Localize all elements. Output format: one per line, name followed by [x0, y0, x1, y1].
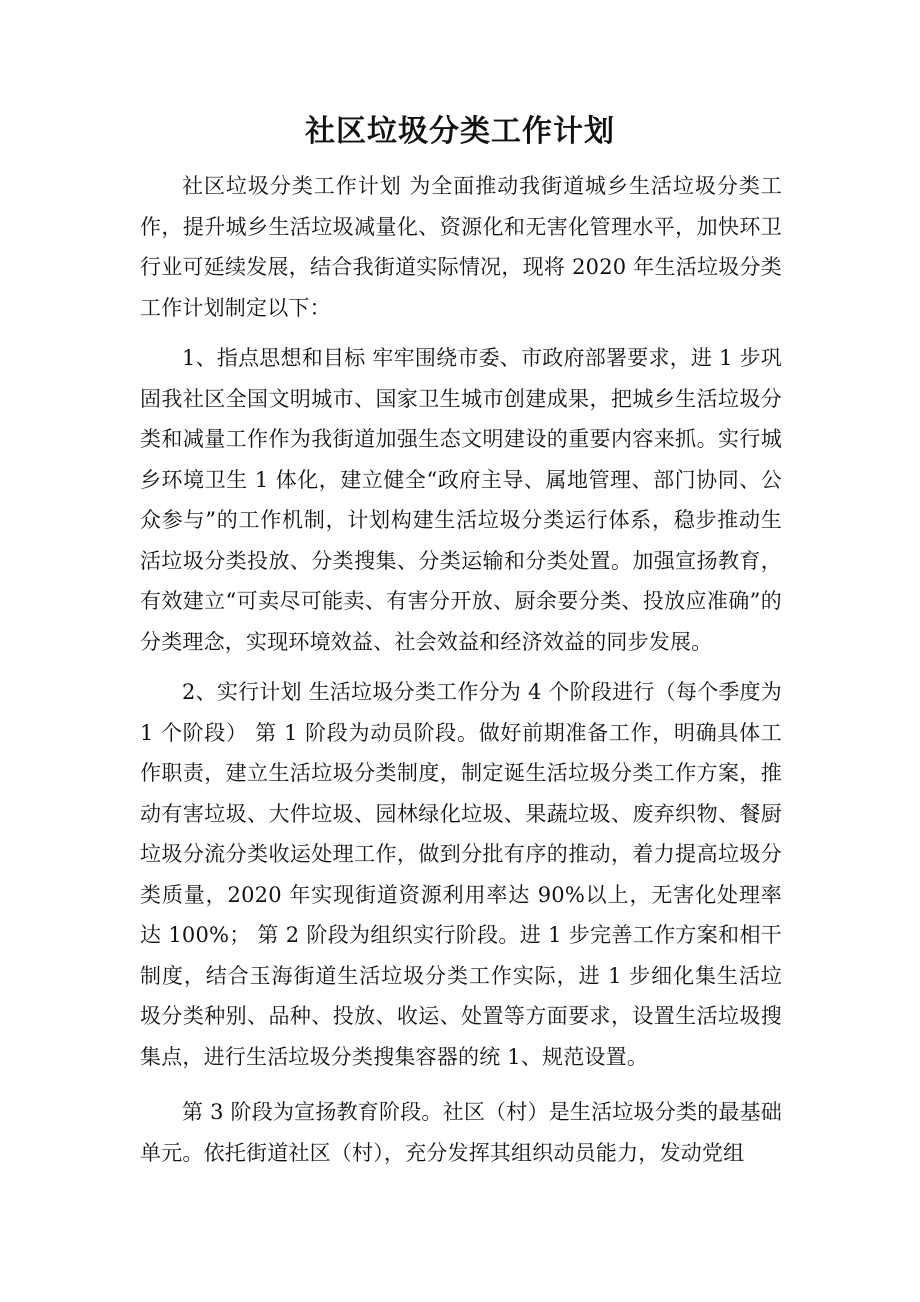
paragraph-guiding-ideas: 1、指点思想和目标 牢牢围绕市委、市政府部署要求，进 1 步巩固我社区全国文明城市、国家卫生城市创建成果，把城乡生活垃圾分类和减量工作作为我街道加强生态文明建设的重要内容来抓。实行城乡环境卫生 1 体化，建立健全“政府主导、属地管理、部门协同、公众参与”的工作机制，计划构建生活垃圾分类运行体系，稳步推动生活垃圾分类投放、分类搜集、分类运输和分类处置。加强宣扬教育，有效建立“可卖尽可能卖、有害分开放、厨余要分类、投放应准确”的分类理念，实现环境效益、社会效益和经济效益的同步发展。 — [140, 346, 782, 654]
document-title: 社区垃圾分类工作计划 — [305, 114, 615, 149]
paragraph-intro: 社区垃圾分类工作计划 为全面推动我街道城乡生活垃圾分类工作，提升城乡生活垃圾减量化、资源化和无害化管理水平，加快环卫行业可延续发展，结合我街道实际情况，现将 2020 年生活垃圾分类工作计划制定以下： — [140, 174, 782, 320]
paragraph-stage-three: 第 3 阶段为宣扬教育阶段。社区（村）是生活垃圾分类的最基础单元。依托街道社区（村），充分发挥其组织动员能力，发动党组 — [140, 1100, 782, 1165]
paragraph-implementation-plan: 2、实行计划 生活垃圾分类工作分为 4 个阶段进行（每个季度为 1 个阶段） 第 1 阶段为动员阶段。做好前期准备工作，明确具体工作职责，建立生活垃圾分类制度，制定诞生活垃圾分类工作方案，推动有害垃圾、大件垃圾、园林绿化垃圾、果蔬垃圾、废弃织物、餐厨垃圾分流分类收运处理工作，做到分批有序的推动，着力提高垃圾分类质量，2020 年实现街道资源利用率达 90%以上，无害化处理率达 100%； 第 2 阶段为组织实行阶段。进 1 步完善工作方案和相干制度，结合玉海街道生活垃圾分类工作实际，进 1 步细化集生活垃圾分类种别、品种、投放、收运、处置等方面要求，设置生活垃圾搜集点，进行生活垃圾分类搜集容器的统 1、规范设置。 — [140, 680, 782, 1069]
